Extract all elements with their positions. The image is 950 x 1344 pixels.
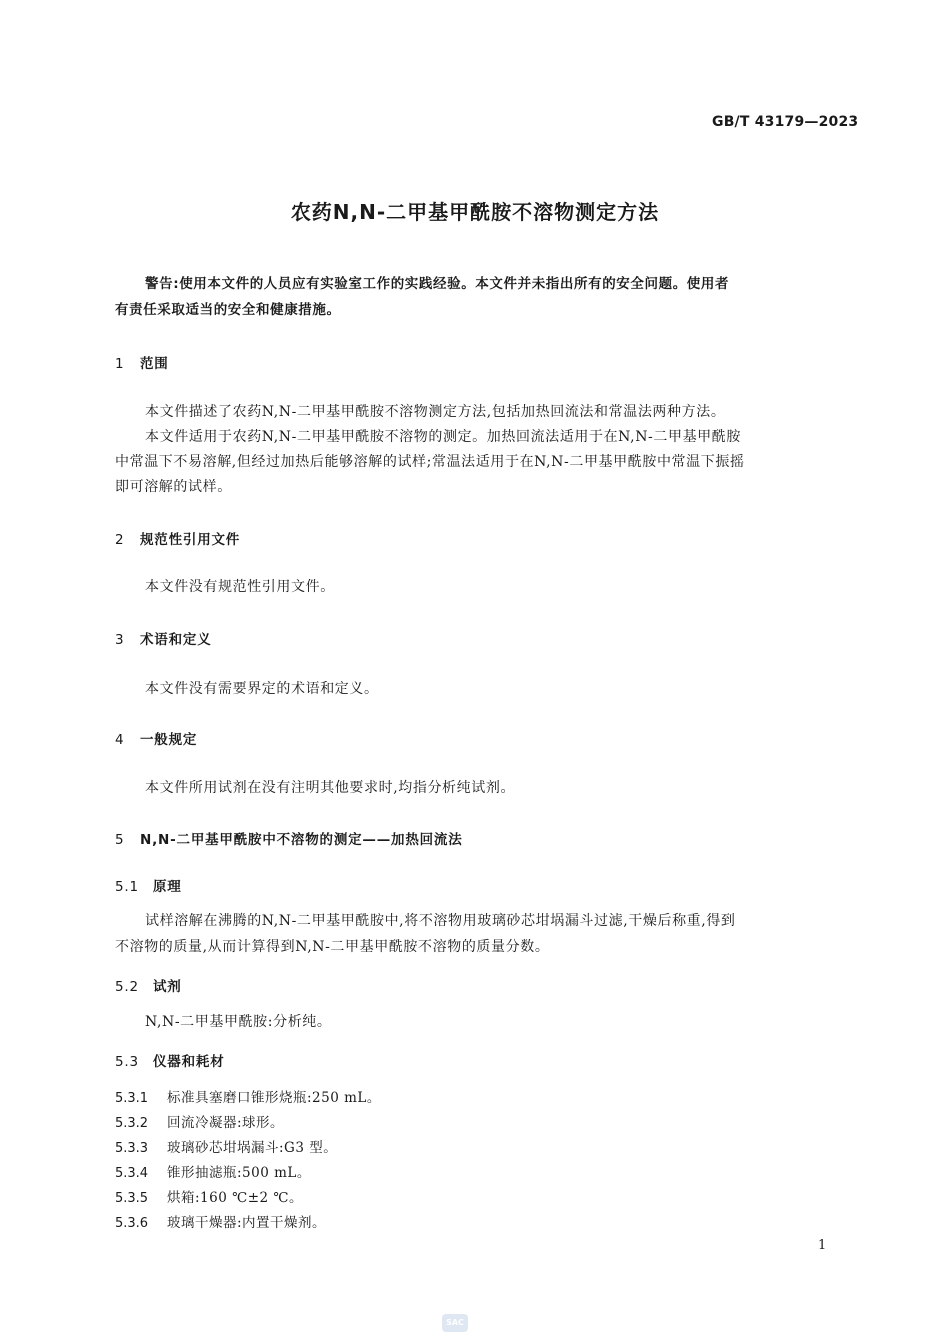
item-number: 5.3.2 bbox=[115, 1116, 149, 1131]
section-number: 1 bbox=[115, 356, 125, 372]
section-4-paragraph: 本文件所用试剂在没有注明其他要求时,均指分析纯试剂。 bbox=[145, 780, 516, 796]
list-item bbox=[115, 1211, 326, 1231]
section-number: 4 bbox=[115, 732, 125, 748]
section-1-heading bbox=[115, 352, 169, 372]
item-number: 5.3.1 bbox=[115, 1091, 149, 1106]
warning-line-1: 警告:使用本文件的人员应有实验室工作的实践经验。本文件并未指出所有的安全问题。使用者 bbox=[145, 276, 730, 292]
section-title: 范围 bbox=[140, 356, 169, 372]
section-number: 5 bbox=[115, 832, 125, 848]
section-1-paragraph-2-line-2: 中常温下不易溶解,但经过加热后能够溶解的试样;常温法适用于在N,N-二甲基甲酰胺中常温下振摇 bbox=[115, 454, 745, 470]
section-1-paragraph-2-line-1: 本文件适用于农药N,N-二甲基甲酰胺不溶物的测定。加热回流法适用于在N,N-二甲基甲酰胺 bbox=[145, 429, 741, 445]
section-title: 术语和定义 bbox=[140, 632, 212, 648]
section-5-1-heading bbox=[115, 875, 182, 895]
section-number: 3 bbox=[115, 632, 125, 648]
section-5-2-heading bbox=[115, 975, 182, 995]
list-item bbox=[115, 1111, 284, 1131]
list-item bbox=[115, 1161, 311, 1181]
section-4-heading bbox=[115, 728, 197, 748]
section-5-heading bbox=[115, 828, 463, 848]
watermark-logo: SAC bbox=[442, 1314, 468, 1332]
section-title: 原理 bbox=[153, 879, 182, 895]
section-number: 2 bbox=[115, 532, 125, 548]
list-item bbox=[115, 1186, 303, 1206]
section-1-paragraph-1: 本文件描述了农药N,N-二甲基甲酰胺不溶物测定方法,包括加热回流法和常温法两种方法。 bbox=[145, 404, 726, 420]
section-3-heading bbox=[115, 628, 212, 648]
section-5-1-line-1: 试样溶解在沸腾的N,N-二甲基甲酰胺中,将不溶物用玻璃砂芯坩埚漏斗过滤,干燥后称重,得到 bbox=[145, 913, 736, 929]
section-number: 5.1 bbox=[115, 879, 139, 895]
section-title: 规范性引用文件 bbox=[140, 532, 241, 548]
section-title: 试剂 bbox=[153, 979, 182, 995]
item-text: 标准具塞磨口锥形烧瓶:250 mL。 bbox=[167, 1090, 381, 1106]
section-5-3-heading bbox=[115, 1050, 225, 1070]
page-number: 1 bbox=[818, 1238, 827, 1253]
item-number: 5.3.6 bbox=[115, 1216, 149, 1231]
section-2-heading bbox=[115, 528, 240, 548]
list-item bbox=[115, 1086, 381, 1106]
section-3-paragraph: 本文件没有需要界定的术语和定义。 bbox=[145, 681, 379, 697]
item-text: 锥形抽滤瓶:500 mL。 bbox=[167, 1165, 311, 1181]
item-text: 回流冷凝器:球形。 bbox=[167, 1115, 285, 1131]
section-number: 5.3 bbox=[115, 1054, 139, 1070]
section-1-paragraph-2-line-3: 即可溶解的试样。 bbox=[115, 479, 232, 495]
item-text: 烘箱:160 ℃±2 ℃。 bbox=[167, 1190, 304, 1206]
section-number: 5.2 bbox=[115, 979, 139, 995]
section-title: 一般规定 bbox=[140, 732, 198, 748]
item-number: 5.3.3 bbox=[115, 1141, 149, 1156]
warning-line-2: 有责任采取适当的安全和健康措施。 bbox=[115, 302, 341, 318]
section-5-2-paragraph: N,N-二甲基甲酰胺:分析纯。 bbox=[145, 1014, 332, 1030]
section-5-1-line-2: 不溶物的质量,从而计算得到N,N-二甲基甲酰胺不溶物的质量分数。 bbox=[115, 939, 550, 955]
section-2-paragraph: 本文件没有规范性引用文件。 bbox=[145, 579, 335, 595]
item-number: 5.3.4 bbox=[115, 1166, 149, 1181]
list-item bbox=[115, 1136, 337, 1156]
document-title: 农药N,N-二甲基甲酰胺不溶物测定方法 bbox=[290, 200, 660, 224]
item-number: 5.3.5 bbox=[115, 1191, 149, 1206]
section-title: 仪器和耗材 bbox=[153, 1054, 225, 1070]
standard-code: GB/T 43179—2023 bbox=[712, 114, 859, 130]
item-text: 玻璃干燥器:内置干燥剂。 bbox=[167, 1215, 327, 1231]
section-title: N,N-二甲基甲酰胺中不溶物的测定——加热回流法 bbox=[140, 832, 463, 848]
item-text: 玻璃砂芯坩埚漏斗:G3 型。 bbox=[167, 1140, 338, 1156]
